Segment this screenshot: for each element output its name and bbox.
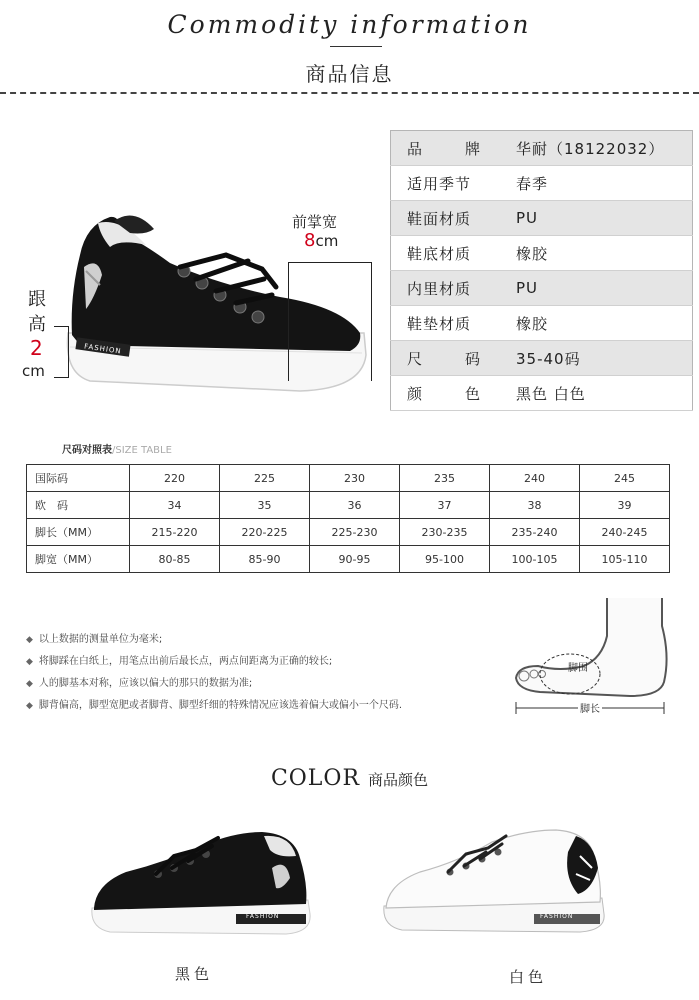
measurement-notes [26,633,526,721]
spec-value: 橡胶 [512,236,693,271]
color-variant-label-black: 黑色 [174,965,213,983]
spec-key-char: 尺 [407,349,424,368]
foot-girth-label: 脚围 [568,663,588,674]
size-cell: 35 [220,492,310,519]
note-item: ◆ 人的脚基本对称，应该以偏大的那只的数据为准; [26,677,526,699]
spec-row [391,271,693,306]
spec-row [391,341,693,376]
black-shoe-variant-image [86,828,318,940]
size-cell: 230-235 [400,519,490,546]
size-cell: 38 [490,492,580,519]
size-row [27,465,670,492]
size-row-label: 国际码 [27,465,130,492]
size-cell: 235-240 [490,519,580,546]
spec-key-char: 牌 [464,139,481,158]
spec-value: 橡胶 [512,306,693,341]
foot-length-label: 脚长 [578,700,602,715]
size-cell: 36 [310,492,400,519]
size-cell: 215-220 [130,519,220,546]
spec-row [391,236,693,271]
forefoot-width-bracket [288,262,372,381]
spec-row [391,376,693,411]
white-variant-sole-text: FASHION [540,913,574,920]
spec-key: 鞋垫材质 [391,306,513,341]
size-cell: 245 [580,465,670,492]
spec-key: 鞋面材质 [391,201,513,236]
sole-brand-text: FASHION [83,342,123,356]
spec-key: 鞋底材质 [391,236,513,271]
spec-key-char: 码 [464,349,481,368]
spec-key-char: 色 [464,384,481,403]
size-row [27,546,670,573]
size-cell: 220-225 [220,519,310,546]
size-cell: 95-100 [400,546,490,573]
size-cell: 240 [490,465,580,492]
note-item: ◆ 将脚踩在白纸上，用笔点出前后最长点，两点间距离为正确的较长; [26,655,526,677]
heel-height-value: 2 [30,336,43,360]
white-shoe-variant-image [380,828,612,940]
spec-key: 适用季节 [391,166,513,201]
size-cell: 80-85 [130,546,220,573]
size-row [27,492,670,519]
size-cell: 240-245 [580,519,670,546]
heel-height-unit: cm [22,362,45,380]
heel-height-label-1: 跟 [28,289,46,310]
foot-diagram [512,596,682,716]
size-cell: 100-105 [490,546,580,573]
spec-row [391,306,693,341]
spec-key-char: 品 [407,139,424,158]
spec-value: 黑色 白色 [512,376,693,411]
size-row-label: 脚长（MM） [27,519,130,546]
spec-key [391,341,513,376]
size-cell: 34 [130,492,220,519]
size-cell: 39 [580,492,670,519]
color-title-en: COLOR [270,766,361,791]
spec-key: 内里材质 [391,271,513,306]
size-row-label: 欧 码 [27,492,130,519]
size-cell: 220 [130,465,220,492]
spec-key [391,131,513,166]
black-variant-sole-text: FASHION [246,913,280,920]
spec-key [391,376,513,411]
size-table [26,464,670,573]
spec-value: PU [512,201,693,236]
size-cell: 225 [220,465,310,492]
heel-height-bracket [54,326,69,378]
note-item: ◆ 以上数据的测量单位为毫米; [26,633,526,655]
size-table-caption-en: /SIZE TABLE [112,445,172,456]
forefoot-width-number: 8 [304,230,316,251]
color-variant-label-white: 白色 [508,968,547,986]
title-divider [330,46,382,47]
title-chinese: 商品信息 [305,62,394,86]
size-cell: 230 [310,465,400,492]
note-item: ◆ 脚背偏高，脚型宽肥或者脚背、脚型纤细的特殊情况应该选着偏大或偏小一个尺码. [26,699,526,721]
color-title-cn: 商品颜色 [368,771,429,789]
dashed-separator [0,92,699,94]
forefoot-width-unit: cm [315,232,339,250]
spec-table [390,130,693,411]
forefoot-width-value [304,230,338,251]
spec-row [391,131,693,166]
spec-row [391,166,693,201]
spec-value: 35-40码 [512,341,693,376]
heel-height-label-2: 高 [28,314,46,335]
spec-key-char: 颜 [407,384,424,403]
forefoot-width-label: 前掌宽 [292,213,338,231]
size-table-caption-cn: 尺码对照表 [62,445,112,456]
size-row-label: 脚宽（MM） [27,546,130,573]
size-cell: 235 [400,465,490,492]
size-cell: 105-110 [580,546,670,573]
size-table-caption [62,441,172,456]
size-row [27,519,670,546]
title-english: Commodity information [167,10,532,39]
spec-value: PU [512,271,693,306]
spec-value: 华耐（18122032） [512,131,693,166]
size-cell: 85-90 [220,546,310,573]
size-cell: 90-95 [310,546,400,573]
spec-row [391,201,693,236]
spec-value: 春季 [512,166,693,201]
size-cell: 37 [400,492,490,519]
size-cell: 225-230 [310,519,400,546]
color-section-title [0,766,699,791]
